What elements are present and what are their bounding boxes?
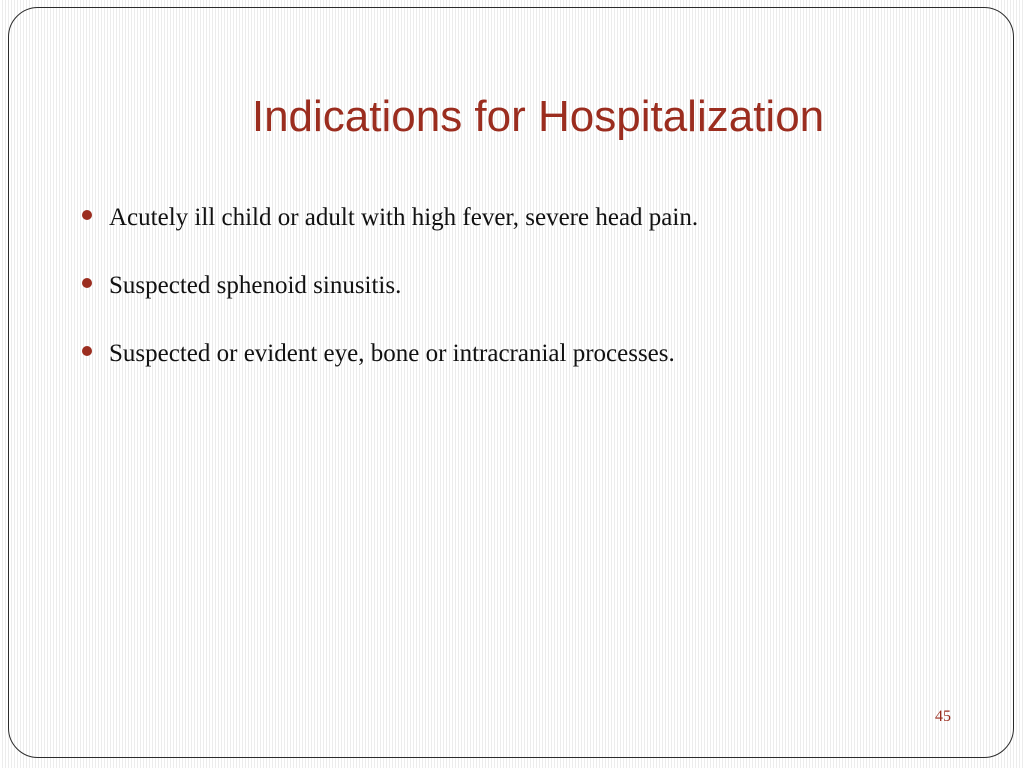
bullet-icon — [82, 346, 92, 356]
list-item — [82, 340, 698, 408]
bullet-text: Suspected sphenoid sinusitis. — [109, 272, 402, 299]
list-item — [82, 272, 698, 340]
bullet-icon — [82, 210, 92, 220]
bullet-list — [82, 204, 698, 408]
list-item — [82, 204, 698, 272]
slide-title: Indications for Hospitalization — [251, 92, 825, 141]
bullet-text: Suspected or evident eye, bone or intracranial processes. — [109, 340, 675, 367]
bullet-text: Acutely ill child or adult with high fever, severe head pain. — [109, 204, 699, 231]
page-number: 45 — [935, 708, 951, 725]
bullet-icon — [82, 278, 92, 288]
